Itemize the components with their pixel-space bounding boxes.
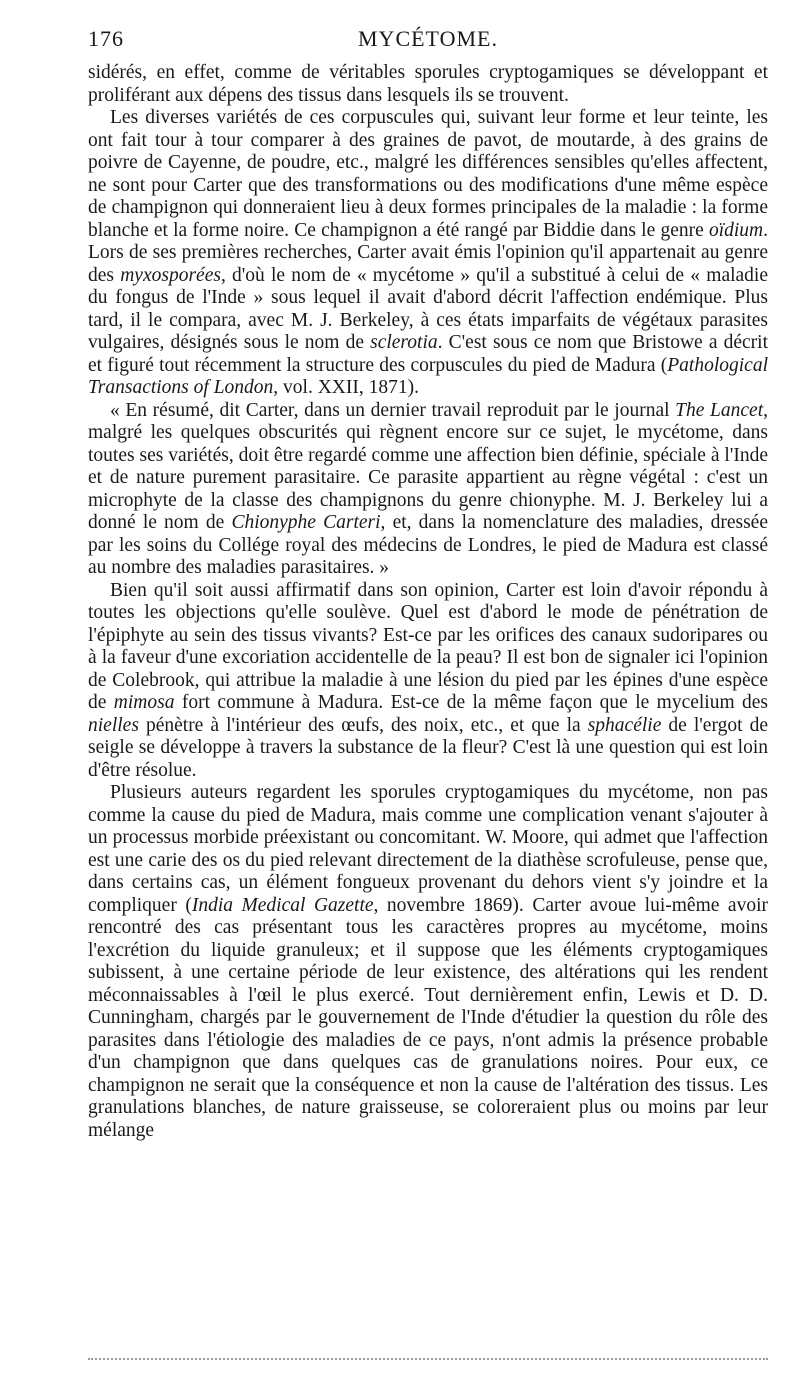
italic-term: Pathological Transactions of London	[88, 354, 768, 398]
text-run: , malgré les quelques obscurités qui règnent encore sur ce sujet, le mycétome, dans toutes ses variétés, doit être regardé comme une affection bien définie, spéciale à l'Inde et de nature purement parasitaire. Ce parasite appartient au règne végétal : c'est un microphyte de la classe des champignons du genre chionyphe. M. J. Berkeley lui a donné le nom de	[88, 399, 769, 533]
text-run: de l'ergot de seigle se développe à travers la substance de la fleur? C'est là une question qui est loin d'être résolue.	[88, 714, 768, 781]
page-number: 176	[88, 26, 124, 51]
italic-term: sclerotia	[370, 332, 438, 353]
body-paragraph	[88, 400, 768, 580]
italic-term: mimosa	[113, 692, 175, 713]
body-paragraph	[88, 62, 768, 107]
text-run: , et, dans la nomenclature des maladies, dressée par les soins du Collége royal des médecins de Londres, le pied de Madura est classé au nombre des maladies parasitaires. »	[88, 512, 768, 578]
italic-term: oïdium	[708, 219, 764, 241]
text-run: fort commune à Madura. Est-ce de la même façon que le mycelium des	[174, 692, 769, 713]
page-header	[88, 26, 768, 56]
italic-term: The Lancet	[675, 399, 764, 421]
running-title: MYCÉTOME.	[358, 26, 498, 51]
body-text	[88, 62, 768, 1142]
body-paragraph	[88, 107, 768, 400]
body-paragraph	[88, 580, 768, 783]
text-run: Bien qu'il soit aussi affirmatif dans son opinion, Carter est loin d'avoir répondu à toutes les objections qu'elle soulève. Quel est d'abord le mode de pénétration de l'épiphyte au sein des tissus vivants? Est-ce par les orifices des canaux sudoripares ou à la faveur d'une excoriation accidentelle de la peau? Il est bon de signaler ici l'opinion de Colebrook, qui attribue la maladie à une lésion du pied par les épines d'une espèce de	[88, 579, 768, 713]
text-run: Les diverses variétés de ces corpuscules qui, suivant leur forme et leur teinte, les ont fait tour à tour comparer à des graines de pavot, de moutarde, à des grains de poivre de Cayenne, de poudre, etc., malgré les différences sensibles qu'elles affectent, ne sont pour Carter que des transformations ou des modifications d'une même espèce de champignon qui donneraient lieu à deux formes principales de la maladie : la forme blanche et la forme noire. Ce champignon a été rangé par Biddie dans le genre	[88, 107, 768, 241]
text-run: . Lors de ses premières recherches, Carter avait émis l'opinion qu'il appartenait au genre des	[88, 219, 768, 286]
text-run: Plusieurs auteurs regardent les sporules cryptogamiques du mycétome, non pas comme la cause du pied de Madura, mais comme une complication venant s'ajouter à un processus morbide préexistant ou concomitant. W. Moore, qui admet que l'affection est une carie des os du pied relevant directement de la diathèse scrofuleuse, pense que, dans certains cas, un élément fongueux provenant du dehors vient s'y joindre et la compliquer (	[88, 782, 768, 916]
body-paragraph	[88, 782, 768, 1142]
text-run: , vol. XXII, 1871).	[273, 377, 419, 398]
text-run: , d'où le nom de « mycétome » qu'il a substitué à celui de « maladie du fongus de l'Inde » sous lequel il avait d'abord décrit l'affection endémique. Plus tard, il le compara, avec M. J. Berkeley, à ces états imparfaits de végétaux parasites vulgaires, désignés sous le nom de	[88, 264, 768, 353]
text-run: , novembre 1869). Carter avoue lui-même avoir rencontré des cas présentant tous les caractères propres au mycétome, moins l'excrétion du liquide granuleux; et il suppose que les éléments cryptogamiques subissent, à une certaine période de leur existence, des altérations qui les rendent méconnaissables à l'œil le plus exercé. Tout dernièrement enfin, Lewis et D. D. Cunningham, chargés par le gouvernement de l'Inde d'étudier la question du rôle des parasites dans l'étiologie des maladies de ce pays, n'ont admis la présence probable d'un champignon que dans quelques cas de granulations noires. Pour eux, ce champignon ne serait que la conséquence et non la cause de l'altération des tissus. Les granulations blanches, de nature graisseuse, se coloreraient plus ou moins par leur mélange	[88, 894, 768, 1141]
text-run: . C'est sous ce nom que Bristowe a décrit et figuré tout récemment la structure des corpuscules du pied de Madura (	[88, 332, 768, 376]
italic-term: sphacélie	[587, 714, 662, 736]
italic-term: India Medical Gazette	[191, 894, 374, 916]
footer-dotted-rule	[88, 1358, 768, 1360]
text-run: sidérés, en effet, comme de véritables sporules cryptogamiques se développant et proliférant aux dépens des tissus dans lesquels ils se trouvent.	[88, 62, 768, 106]
italic-term: Chionyphe Carteri	[231, 512, 381, 533]
text-run: pénètre à l'intérieur des œufs, des noix, etc., et que la	[138, 714, 588, 736]
italic-term: myxosporées	[120, 264, 221, 286]
text-run: « En résumé, dit Carter, dans un dernier travail reproduit par le journal	[110, 399, 676, 421]
italic-term: nielles	[88, 714, 139, 736]
